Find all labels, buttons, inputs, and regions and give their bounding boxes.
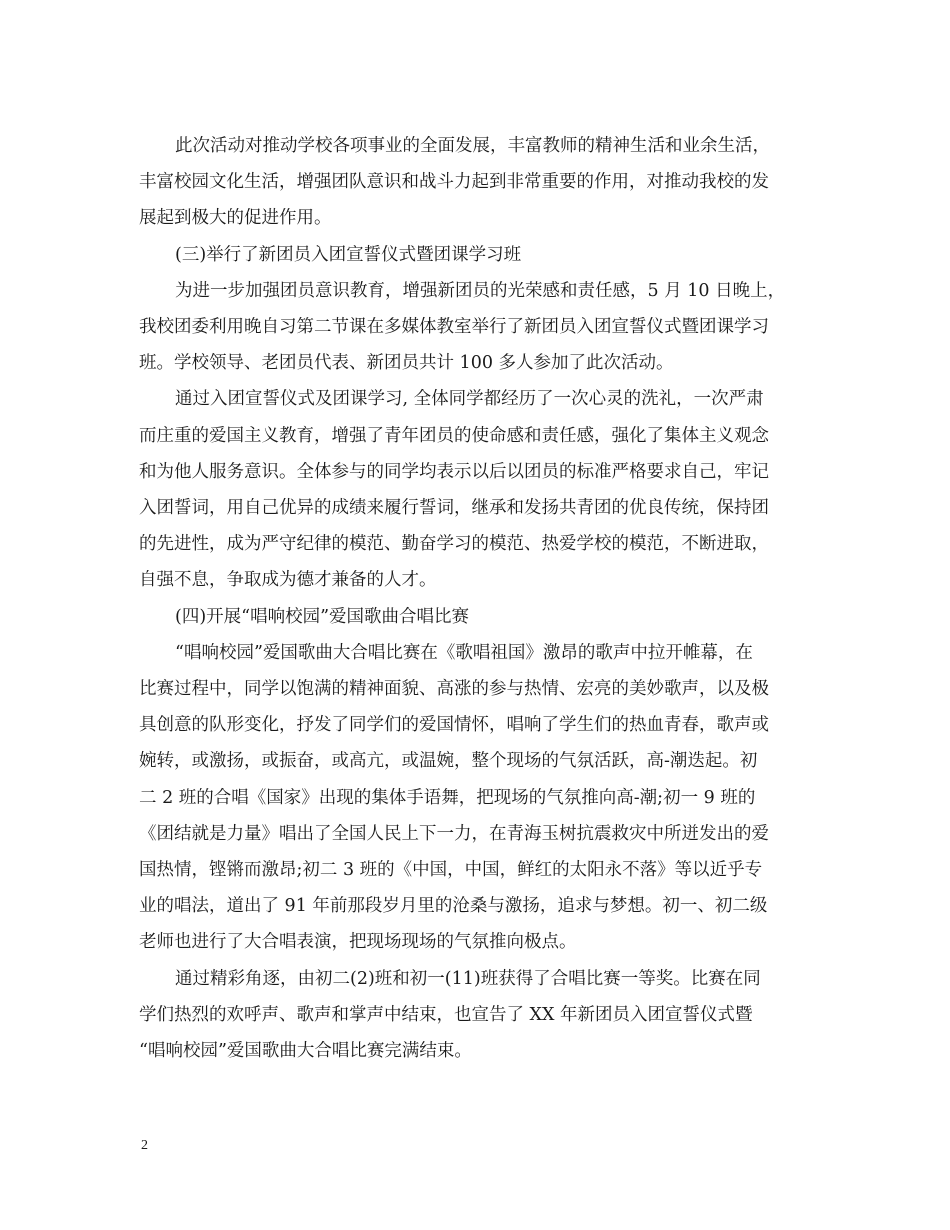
text-line: (四)开展“唱响校园”爱国歌曲合唱比赛 bbox=[175, 606, 470, 627]
text-line: 为进一步加强团员意识教育，增强新团员的光荣感和责任感，5 月 10 日晚上， bbox=[175, 280, 786, 301]
paragraph-oath-ceremony bbox=[139, 273, 811, 382]
text-line: 展起到极大的促进作用。 bbox=[139, 208, 332, 229]
text-line: 具创意的队形变化，抒发了同学们的爱国情怀，唱响了学生们的热血青春，歌声或 bbox=[139, 715, 769, 736]
text-line: 的先进性，成为严守纪律的模范、勤奋学习的模范、热爱学校的模范，不断进取， bbox=[139, 534, 769, 555]
text-line: 通过入团宣誓仪式及团课学习, 全体同学都经历了一次心灵的洗礼，一次严肃 bbox=[175, 389, 764, 410]
text-line: 通过精彩角逐，由初二(2)班和初一(11)班获得了合唱比赛一等奖。比赛在同 bbox=[175, 968, 761, 989]
text-line: 国热情，铿锵而激昂;初二 3 班的《中国，中国，鲜红的太阳永不落》等以近乎专 bbox=[139, 860, 763, 881]
text-line: 二 2 班的合唱《国家》出现的集体手语舞，把现场的气氛推向高-潮;初一 9 班的 bbox=[139, 787, 756, 808]
text-line: 我校团委利用晚自习第二节课在多媒体教室举行了新团员入团宣誓仪式暨团课学习 bbox=[139, 317, 769, 338]
paragraph-contest-results bbox=[139, 961, 811, 1070]
text-line: 《团结就是力量》唱出了全国人民上下一力，在青海玉树抗震救灾中所迸发出的爱 bbox=[139, 823, 769, 844]
document-body bbox=[139, 128, 811, 1069]
text-line: 和为他人服务意识。全体参与的同学均表示以后以团员的标准严格要求自己，牢记 bbox=[139, 461, 769, 482]
text-line: 老师也进行了大合唱表演，把现场现场的气氛推向极点。 bbox=[139, 932, 577, 953]
section-heading-3 bbox=[139, 237, 811, 273]
text-line: 而庄重的爱国主义教育，增强了青年团员的使命感和责任感，强化了集体主义观念 bbox=[139, 425, 769, 446]
text-line: (三)举行了新团员入团宣誓仪式暨团课学习班 bbox=[175, 244, 522, 265]
paragraph-oath-reflection bbox=[139, 381, 811, 598]
text-line: “唱响校园”爱国歌曲大合唱比赛在《歌唱祖国》激昂的歌声中拉开帷幕，在 bbox=[175, 642, 753, 663]
text-line: 学们热烈的欢呼声、歌声和掌声中结束，也宣告了 XX 年新团员入团宣誓仪式暨 bbox=[139, 1004, 753, 1025]
text-line: “唱响校园”爱国歌曲大合唱比赛完满结束。 bbox=[139, 1041, 472, 1062]
text-line: 业的唱法，道出了 91 年前那段岁月里的沧桑与激扬，追求与梦想。初一、初二级 bbox=[139, 896, 768, 917]
text-line: 婉转，或激扬，或振奋，或高亢，或温婉，整个现场的气氛活跃，高-潮迭起。初 bbox=[139, 751, 758, 772]
page-number: 2 bbox=[141, 1138, 148, 1153]
paragraph-choir-contest bbox=[139, 635, 811, 961]
text-line: 班。学校领导、老团员代表、新团员共计 100 多人参加了此次活动。 bbox=[139, 353, 674, 374]
text-line: 比赛过程中，同学以饱满的精神面貌、高涨的参与热情、宏亮的美妙歌声，以及极 bbox=[139, 679, 769, 700]
text-line: 此次活动对推动学校各项事业的全面发展，丰富教师的精神生活和业余生活， bbox=[175, 136, 770, 156]
paragraph-activity-impact bbox=[139, 128, 811, 237]
section-heading-4 bbox=[139, 599, 811, 635]
text-line: 自强不息，争取成为德才兼备的人才。 bbox=[139, 570, 437, 591]
text-line: 丰富校园文化生活，增强团队意识和战斗力起到非常重要的作用，对推动我校的发 bbox=[139, 172, 769, 193]
text-line: 入团誓词，用自己优异的成绩来履行誓词，继承和发扬共青团的优良传统，保持团 bbox=[139, 498, 769, 519]
